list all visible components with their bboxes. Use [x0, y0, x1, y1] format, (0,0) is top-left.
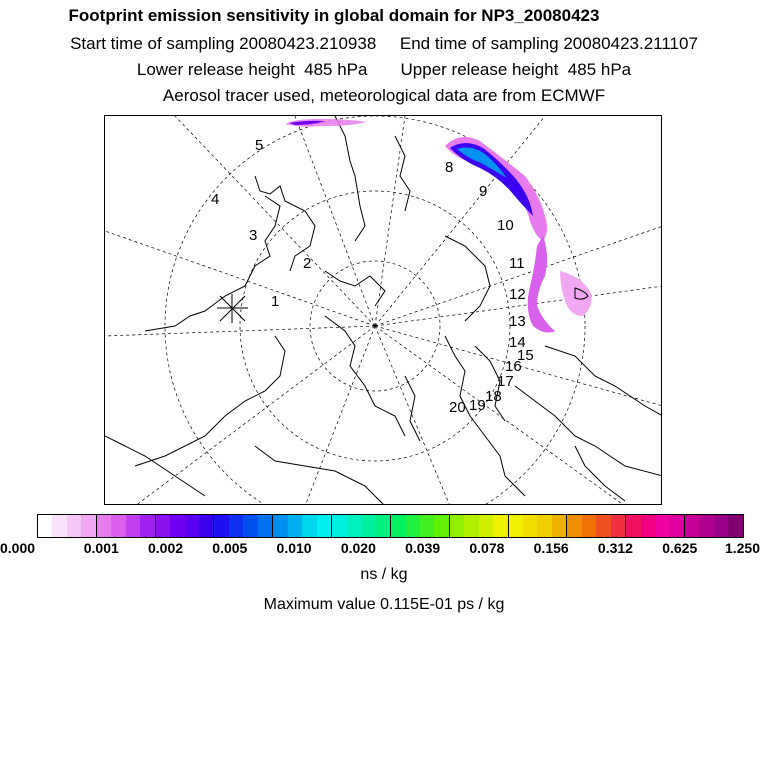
- colorbar-segment: [596, 515, 610, 537]
- trajectory-label: 18: [485, 388, 502, 405]
- colorbar-segment: [81, 515, 96, 537]
- colorbar-segment: [273, 515, 287, 537]
- trajectory-label: 4: [211, 191, 220, 208]
- trajectory-label: 14: [509, 334, 526, 351]
- colorbar-segment: [420, 515, 434, 537]
- colorbar-segment: [302, 515, 316, 537]
- map-svg: [105, 116, 662, 505]
- polar-map: [104, 115, 662, 505]
- colorbar-segment: [156, 515, 170, 537]
- colorbar-segment: [258, 515, 273, 537]
- colorbar-segment: [375, 515, 390, 537]
- maximum-value-text: Maximum value 0.115E-01 ps / kg: [263, 596, 505, 613]
- colorbar-segment: [229, 515, 243, 537]
- colorbar-tick-label: 0.002: [148, 540, 184, 556]
- trajectory-label: 1: [271, 293, 280, 310]
- colorbar-segment: [685, 515, 699, 537]
- colorbar-segment: [97, 515, 111, 537]
- trajectory-label: 15: [517, 347, 534, 364]
- colorbar-segment: [214, 515, 228, 537]
- emission-plume: [285, 119, 591, 333]
- sampling-time-line: Start time of sampling 20080423.210938 End time of sampling 20080423.211107: [70, 34, 698, 53]
- colorbar-segment: [185, 515, 199, 537]
- colorbar-segment: [361, 515, 375, 537]
- colorbar-segment: [582, 515, 596, 537]
- colorbar-tick-labels: [0, 540, 768, 560]
- colorbar-tick-label: 0.001: [83, 540, 119, 556]
- colorbar-segment: [728, 515, 742, 537]
- colorbar-segment: [434, 515, 449, 537]
- trajectory-label: 11: [509, 255, 525, 272]
- trajectory-label: 16: [505, 358, 522, 375]
- colorbar-segment: [317, 515, 332, 537]
- colorbar-segment: [170, 515, 184, 537]
- colorbar-tick-label: 0.020: [340, 540, 376, 556]
- colorbar-tick-label: 0.000: [0, 540, 36, 556]
- colorbar-segment: [332, 515, 346, 537]
- tracer-info-line: Aerosol tracer used, meteorological data are from ECMWF: [162, 86, 606, 105]
- colorbar-tick-label: 0.005: [212, 540, 248, 556]
- colorbar-segment: [493, 515, 508, 537]
- colorbar-segment: [714, 515, 728, 537]
- colorbar-tick-label: 0.010: [276, 540, 312, 556]
- colorbar-segment: [552, 515, 567, 537]
- colorbar-segment: [626, 515, 640, 537]
- trajectory-label: 17: [497, 373, 514, 390]
- colorbar-segment: [243, 515, 257, 537]
- trajectory-label: 10: [497, 217, 514, 234]
- colorbar-tick-label: 1.250: [724, 540, 760, 556]
- colorbar-segment: [464, 515, 478, 537]
- trajectory-label: 8: [445, 159, 454, 176]
- trajectory-labels: [211, 137, 534, 416]
- colorbar-tick-label: 0.312: [597, 540, 633, 556]
- release-height-line: Lower release height 485 hPa Upper release height 485 hPa: [136, 60, 632, 79]
- trajectory-label: 5: [255, 137, 264, 154]
- colorbar-segment: [391, 515, 405, 537]
- colorbar: [37, 514, 744, 538]
- colorbar-segment: [52, 515, 66, 537]
- colorbar-segment: [288, 515, 302, 537]
- trajectory-label: 2: [303, 255, 312, 272]
- colorbar-segment: [669, 515, 684, 537]
- colorbar-tick-label: 0.156: [533, 540, 569, 556]
- trajectory-label: 9: [479, 183, 488, 200]
- plot-title: Footprint emission sensitivity in global domain for NP3_20080423: [68, 6, 600, 25]
- colorbar-segment: [126, 515, 140, 537]
- colorbar-segment: [611, 515, 626, 537]
- colorbar-segment: [567, 515, 581, 537]
- colorbar-segment: [405, 515, 419, 537]
- colorbar-segment: [523, 515, 537, 537]
- release-point-star-icon: [217, 294, 248, 323]
- colorbar-segment: [699, 515, 713, 537]
- trajectory-label: 20: [449, 399, 466, 416]
- colorbar-segment: [38, 515, 52, 537]
- colorbar-segment: [111, 515, 125, 537]
- colorbar-segment: [655, 515, 669, 537]
- trajectory-label: 19: [469, 397, 486, 414]
- colorbar-segment: [450, 515, 464, 537]
- colorbar-segment: [641, 515, 655, 537]
- trajectory-label: 13: [509, 313, 526, 330]
- colorbar-unit: ns / kg: [360, 566, 408, 583]
- colorbar-segment: [537, 515, 551, 537]
- colorbar-segment: [140, 515, 155, 537]
- colorbar-segment: [67, 515, 81, 537]
- colorbar-tick-label: 0.078: [469, 540, 505, 556]
- trajectory-label: 3: [249, 227, 258, 244]
- colorbar-tick-label: 0.039: [405, 540, 441, 556]
- trajectory-label: 12: [509, 286, 526, 303]
- colorbar-segment: [509, 515, 523, 537]
- colorbar-segment: [347, 515, 361, 537]
- colorbar-tick-label: 0.625: [662, 540, 698, 556]
- colorbar-segment: [479, 515, 493, 537]
- colorbar-segment: [199, 515, 214, 537]
